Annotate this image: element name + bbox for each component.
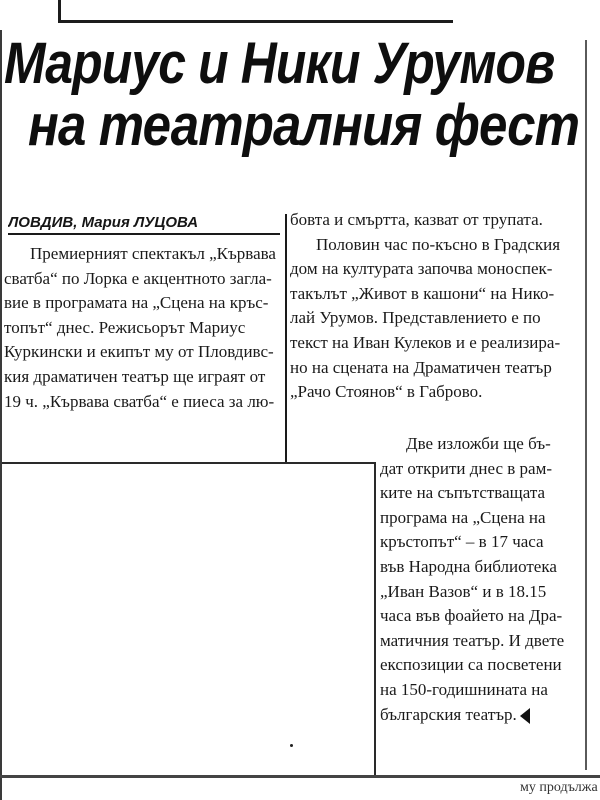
column-1-line: топът“ днес. Режисьорът Мариус	[4, 317, 246, 337]
column-2-line: дом на културата започва моноспек-	[290, 259, 553, 279]
column-1-line: кия драматичен театър ще играят от	[4, 366, 266, 386]
article-column-1	[4, 242, 280, 414]
scan-speck	[290, 744, 293, 747]
column-1-line: сватба“ по Лорка е акцентното загла-	[4, 268, 272, 288]
column-1-line: вие в програмата на „Сцена на кръс-	[4, 293, 269, 313]
column-2-line: „Рачо Стоянов“ в Габрово.	[290, 382, 483, 402]
article-headline	[4, 31, 584, 158]
column-3-line: на 150-годишнината на	[380, 679, 548, 699]
headline-line-1: Мариус и Ники Урумов	[4, 31, 555, 96]
column-3-line: часа във фоайето на Дра-	[380, 606, 563, 626]
article-column-3	[380, 432, 580, 727]
previous-article-frame	[58, 0, 453, 23]
column-3-line: кръстопът“ – в 17 часа	[380, 532, 544, 552]
article-column-2	[290, 208, 580, 405]
bottom-rule	[0, 775, 600, 778]
column-3-line: матичния театър. И двете	[380, 630, 565, 650]
column-1-line: Премиерният спектакъл „Кървава	[30, 244, 276, 263]
photo-placeholder	[2, 462, 376, 776]
column-2-line: но на сцената на Драматичен театър	[290, 357, 552, 377]
column-3-line: дат открити днес в рам-	[380, 458, 553, 478]
column-2-line: текст на Иван Кулеков и е реализира-	[290, 332, 561, 352]
column-3-line: Две изложби ще бъ-	[406, 434, 551, 453]
column-2-line: бовта и смъртта, казват от трупата.	[290, 210, 543, 229]
next-article-fragment: му продължа	[520, 780, 598, 795]
column-divider	[285, 214, 287, 464]
column-3-line: българския театър.	[380, 704, 517, 724]
column-2-line: лай Урумов. Представлението е по	[290, 308, 541, 328]
end-of-article-icon	[520, 708, 530, 724]
column-2-line: Половин час по-късно в Градския	[316, 234, 561, 254]
scan-right-edge	[585, 40, 587, 770]
column-3-line: ките на съпътстващата	[380, 483, 546, 503]
byline: ЛОВДИВ, Мария ЛУЦОВА	[8, 214, 280, 235]
column-1-line: 19 ч. „Кървава сватба“ е пиеса за лю-	[4, 391, 275, 411]
headline-line-2: на театралния фест	[28, 93, 580, 158]
column-3-line: програма на „Сцена на	[380, 507, 546, 527]
column-1-line: Куркински и екипът му от Пловдивс-	[4, 342, 274, 362]
column-3-line: във Народна библиотека	[380, 556, 557, 576]
column-3-line: експозиции са посветени	[380, 655, 562, 675]
column-3-line: „Иван Вазов“ и в 18.15	[380, 581, 547, 601]
column-3-last-line	[380, 703, 580, 728]
column-2-line: такълът „Живот в кашони“ на Нико-	[290, 283, 555, 303]
